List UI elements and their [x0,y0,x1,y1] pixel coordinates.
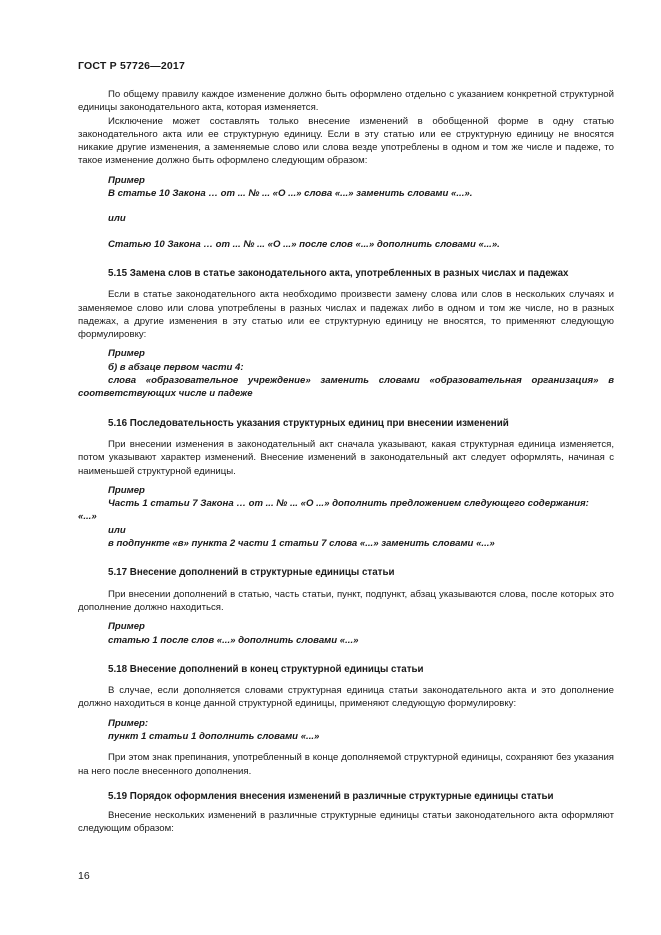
section-516-example-line-1b: «...» [78,511,97,523]
document-header: ГОСТ Р 57726—2017 [78,60,186,72]
intro-or: или [108,213,126,225]
intro-example-2: Статью 10 Закона … от ... № ... «О ...» после слов «...» дополнить словами «...». [108,238,500,250]
section-515-example-line-2: слова «образовательное учреждение» заменить словами «образовательная организация» в соответствующих числе и падеже [78,375,614,400]
section-517-title: 5.17 Внесение дополнений в структурные единицы статьи [108,567,395,579]
section-515-title: 5.15 Замена слов в статье законодательного акта, употребленных в разных числах и падежах [108,267,569,279]
section-518-paragraph-1: В случае, если дополняется словами структурная единица статьи законодательного акта и это дополнение должно находиться в конце данной структурной единицы, применяют следующую формулировку: [78,685,614,710]
section-515-paragraph: Если в статье законодательного акта необходимо произвести замену слова или слов в нескольких случаях и заменяемое слово или слова употреблены в разных числах и падежах либо в одном и том же числе, но в разных падежах, а другие изменения в эту статью или ее структурную единицу не вносятся, то применяют следующую формулировку: [78,289,614,341]
section-517-example-line-1: статью 1 после слов «...» дополнить словами «...» [108,634,359,646]
section-518-example-label: Пример: [108,717,149,729]
page-body [78,88,614,836]
section-515-example-label: Пример [108,348,145,360]
section-519-title: 5.19 Порядок оформления внесения изменений в различные структурные единицы статьи [108,790,554,802]
section-518-example-line-1: пункт 1 статьи 1 дополнить словами «...» [108,730,320,742]
intro-example-1: В статье 10 Закона … от ... № ... «О ...» слова «...» заменить словами «...». [108,188,473,200]
section-516-or: или [108,524,126,536]
section-518-paragraph-2: При этом знак препинания, употребленный в конце дополняемой структурной единицы, сохраняют без указания на него после внесенного дополнения. [78,752,614,777]
section-515-example-line-1: б) в абзаце первом части 4: [108,361,244,373]
intro-paragraph-2: Исключение может составлять только внесение изменений в обобщенной форме в одну статью законодательного акта или ее структурную единицу. Если в эту статью или ее структурную единицу не вносятся никакие другие изменения, а заменяемые слово или слова везде употреблены в одном и том же числе и падеже, то такое изменение должно быть оформлено следующим образом: [78,115,614,167]
section-517-paragraph: При внесении дополнений в статью, часть статьи, пункт, подпункт, абзац указываются слова, после которых это дополнение должно находиться. [78,588,614,613]
intro-example-label: Пример [108,174,145,186]
intro-paragraph-1: По общему правилу каждое изменение должно быть оформлено отдельно с указанием конкретной структурной единицы законодательного акта, которая изменяется. [78,89,614,114]
section-516-example-line-1: Часть 1 статьи 7 Закона … от ... № ... «О ...» дополнить предложением следующего содержания: [108,498,589,510]
section-518-title: 5.18 Внесение дополнений в конец структурной единицы статьи [108,663,424,675]
section-516-example-line-2: в подпункте «в» пункта 2 части 1 статьи 7 слова «...» заменить словами «...» [108,538,495,550]
section-516-paragraph: При внесении изменения в законодательный акт сначала указывают, какая структурная единица изменяется, потом указывают характер изменений. Внесение изменений в законодательный акт следует оформлять, начиная с наименьшей структурной единицы. [78,438,614,477]
section-516-example-label: Пример [108,484,145,496]
page-number: 16 [78,870,90,882]
section-517-example-label: Пример [108,621,145,633]
section-519-paragraph: Внесение нескольких изменений в различные структурные единицы статьи законодательного акта оформляют следующим образом: [78,810,614,835]
section-516-title: 5.16 Последовательность указания структурных единиц при внесении изменений [108,417,509,429]
